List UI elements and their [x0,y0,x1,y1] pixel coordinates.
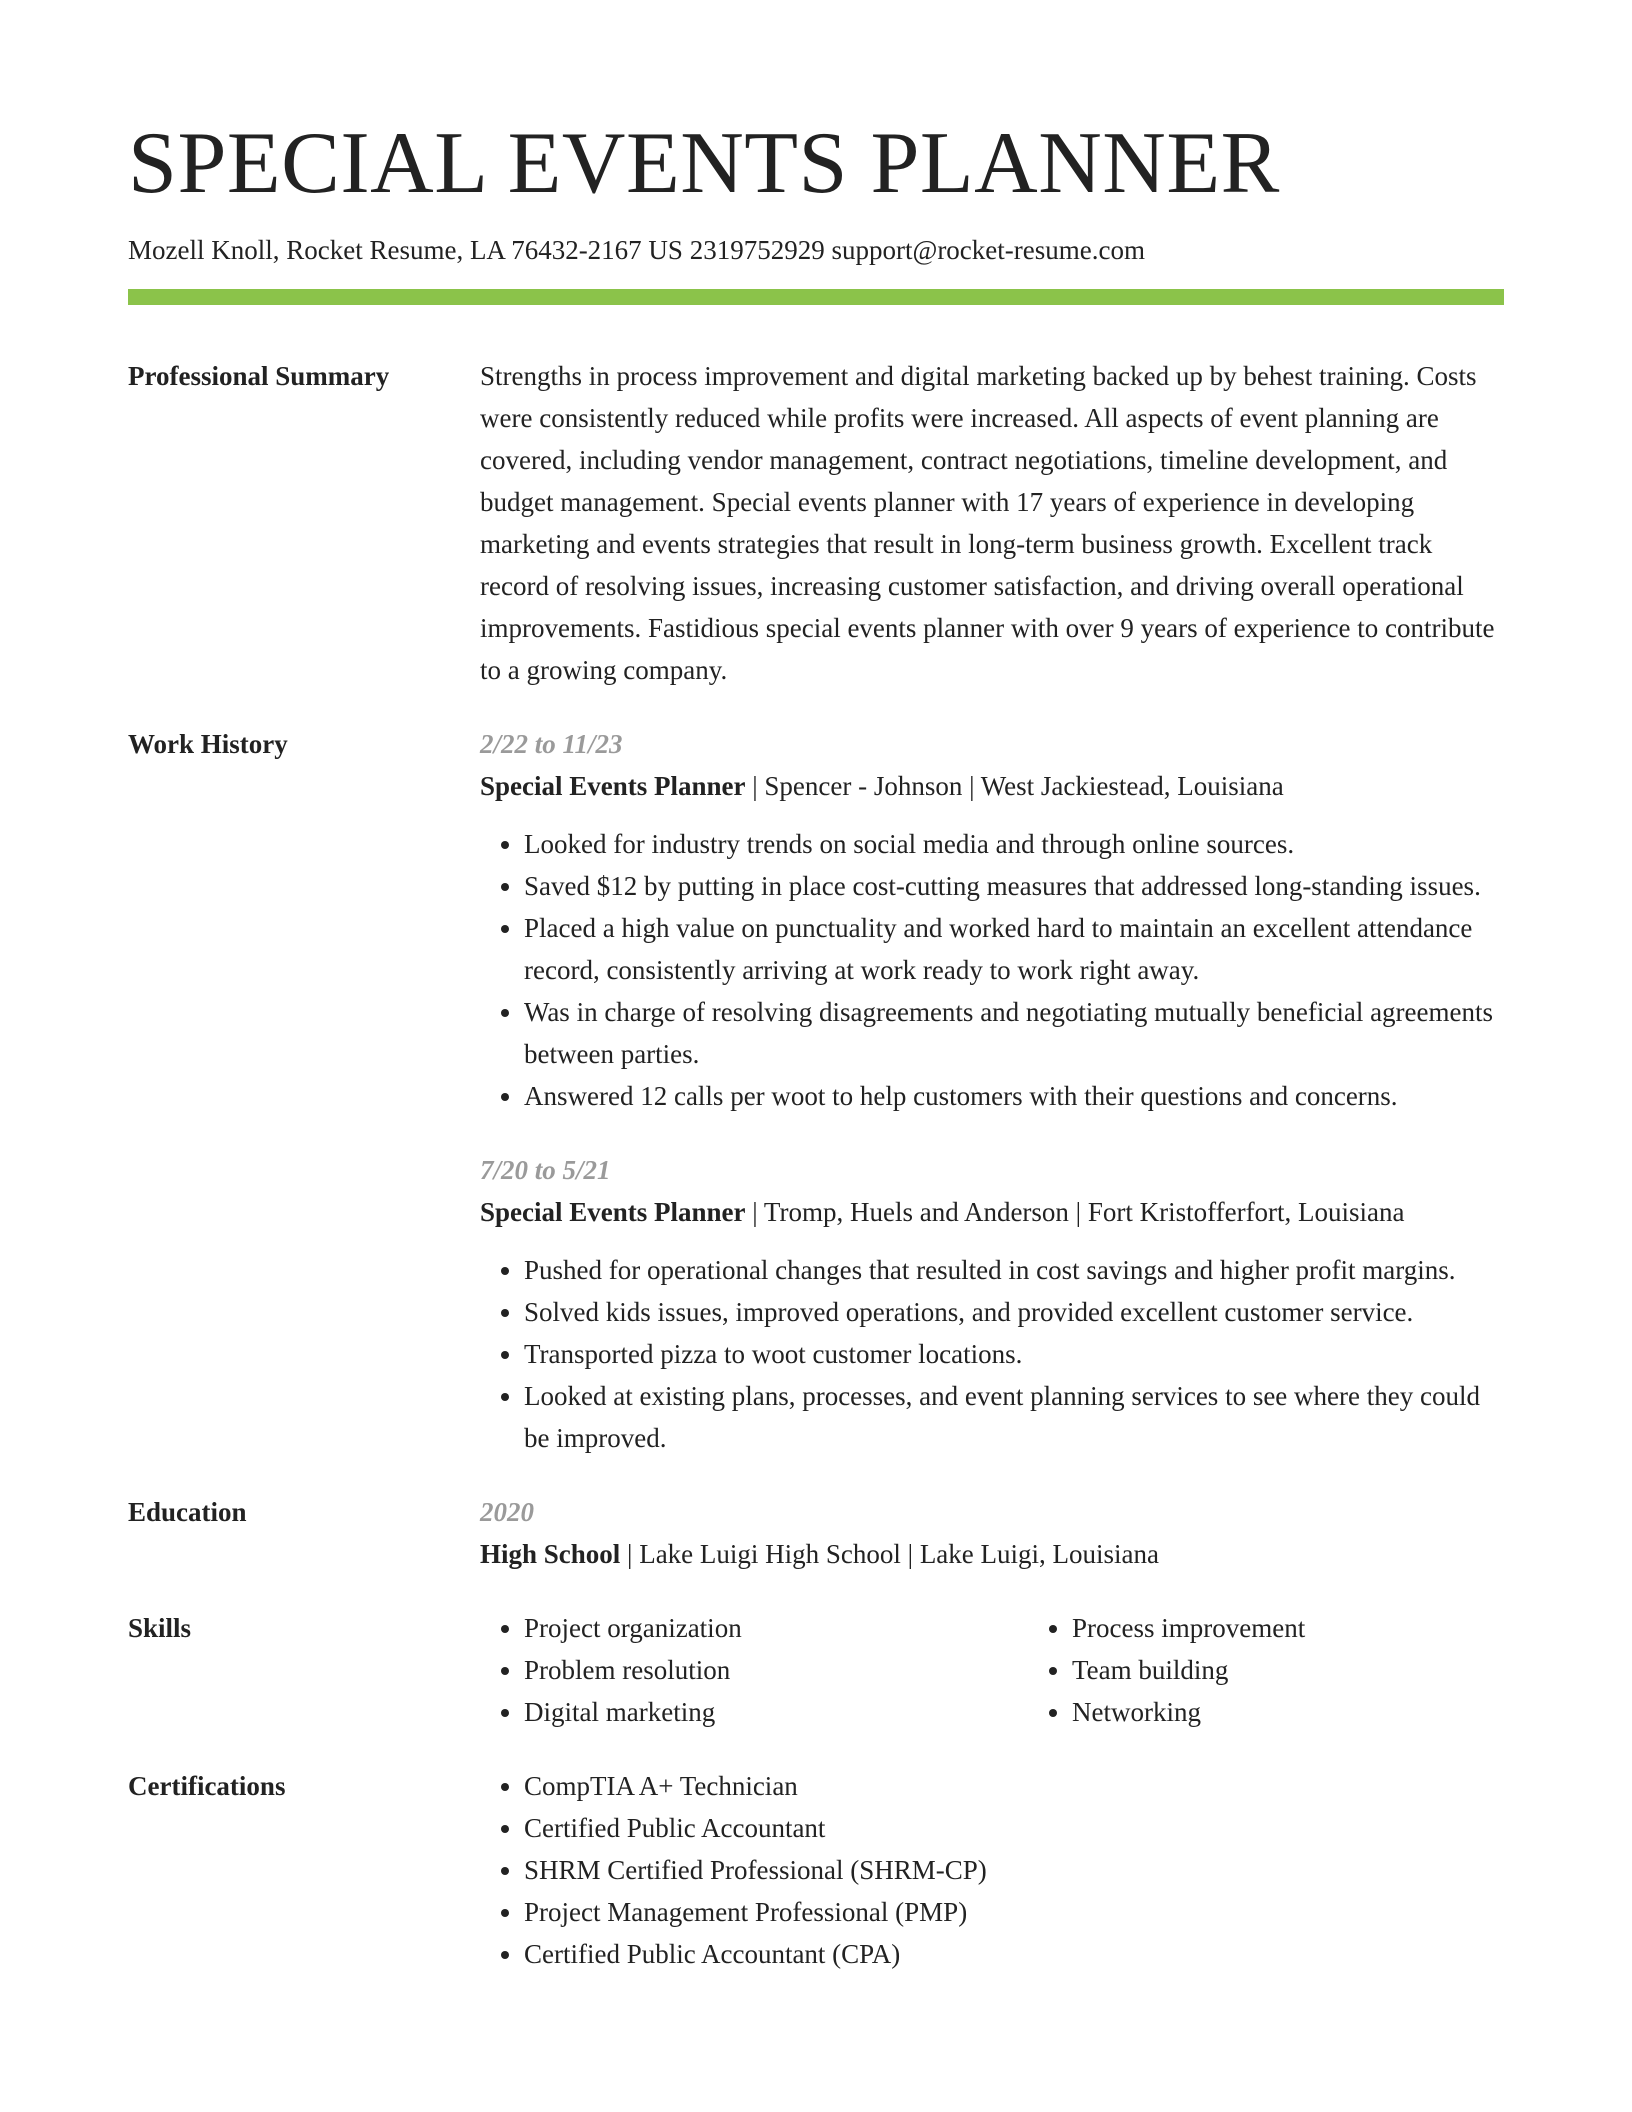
section-label-skills: Skills [128,1613,192,1644]
skill-item: • Project organization [524,1607,1028,1649]
job-details: | Spencer - Johnson | West Jackiestead, Louisiana [745,771,1284,802]
header-divider [128,289,1504,305]
job-bullet: • Saved $12 by putting in place cost-cutting measures that addressed long-standing issues. [524,865,1504,907]
job-bullets [480,1249,1504,1459]
contact-line: Mozell Knoll, Rocket Resume, LA 76432-2167 US 2319752929 support@rocket-resume.com [128,235,1145,265]
certification-item: • Project Management Professional (PMP) [524,1891,1504,1933]
job-bullet: • Pushed for operational changes that resulted in cost savings and higher profit margins. [524,1249,1504,1291]
section-label-work: Work History [128,729,288,760]
skills-grid [480,1607,1576,1733]
job-dates: 2/22 to 11/23 [480,729,623,760]
certification-item: • Certified Public Accountant [524,1807,1504,1849]
job-bullet: • Transported pizza to woot customer locations. [524,1333,1504,1375]
resume-title: SPECIAL EVENTS PLANNER [128,115,1280,212]
certification-item: • SHRM Certified Professional (SHRM-CP) [524,1849,1504,1891]
skill-item: • Digital marketing [524,1691,1028,1733]
section-label-education: Education [128,1497,247,1528]
job-details: | Tromp, Huels and Anderson | Fort Kristofferfort, Louisiana [745,1197,1405,1228]
skill-item: • Team building [1072,1649,1576,1691]
job-bullet: • Answered 12 calls per woot to help customers with their questions and concerns. [524,1075,1504,1117]
skill-item: • Problem resolution [524,1649,1028,1691]
education-details: | Lake Luigi High School | Lake Luigi, Louisiana [620,1539,1159,1570]
job-bullet: • Was in charge of resolving disagreements and negotiating mutually beneficial agreements between parties. [524,991,1504,1075]
job-role: Special Events Planner [480,1197,746,1228]
skill-item: • Networking [1072,1691,1576,1733]
summary-section [128,355,1504,691]
job-bullet: • Looked at existing plans, processes, and event planning services to see where they could be improved. [524,1375,1504,1459]
certification-item: • CompTIA A+ Technician [524,1765,1504,1807]
summary-text: Strengths in process improvement and digital marketing backed up by behest training. Costs were consistently reduced while profits were increased. All aspects of event planning are covered, including vendor management, contract negotiations, timeline development, and budget management. Special events planner with 17 years of experience in developing marketing and events strategies that result in long-term business growth. Excellent track record of resolving issues, increasing customer satisfaction, and driving overall operational improvements. Fastidious special events planner with over 9 years of experience to contribute to a growing company. [480,361,1495,686]
job-role: Special Events Planner [480,771,746,802]
education-year: 2020 [480,1497,534,1528]
skills-column-right [1028,1607,1576,1733]
education-section [128,1491,1504,1575]
certifications-list [480,1765,1504,1975]
section-label-certifications: Certifications [128,1771,286,1802]
skills-column-left [480,1607,1028,1733]
job-title-line [480,765,1504,807]
job-bullets [480,823,1504,1117]
job-entry [480,723,1504,1117]
skills-section [128,1607,1504,1733]
certifications-section [128,1765,1504,1975]
education-degree: High School [480,1539,621,1570]
job-dates: 7/20 to 5/21 [480,1155,611,1186]
certification-item: • Certified Public Accountant (CPA) [524,1933,1504,1975]
section-label-summary: Professional Summary [128,361,390,392]
job-bullet: • Looked for industry trends on social media and through online sources. [524,823,1504,865]
skill-item: • Process improvement [1072,1607,1576,1649]
job-entry [480,1149,1504,1459]
education-line [480,1533,1504,1575]
job-title-line [480,1191,1504,1233]
job-bullet: • Solved kids issues, improved operations, and provided excellent customer service. [524,1291,1504,1333]
job-bullet: • Placed a high value on punctuality and worked hard to maintain an excellent attendance record, consistently arriving at work ready to work right away. [524,907,1504,991]
work-history-section [128,723,1504,1459]
